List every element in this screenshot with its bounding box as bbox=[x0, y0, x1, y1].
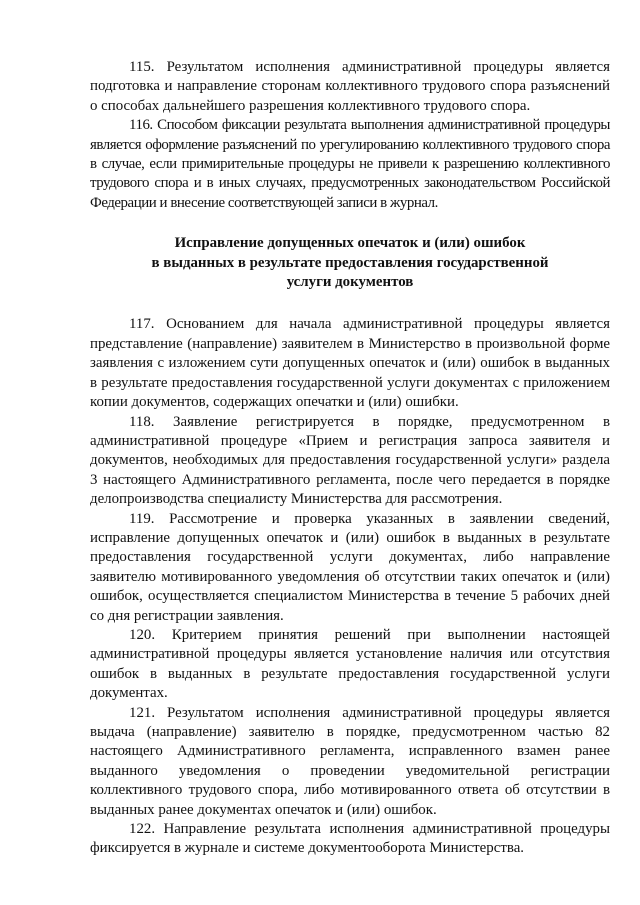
section-heading-line-2: в выданных в результате предоставления государственной bbox=[151, 254, 549, 271]
paragraph-121: 121. Результатом исполнения административной процедуры является выдача (направление) заявителю в порядке, предусмотренном частью 82 настоящего Административного регламента, исправленного взамен ранее выданного уведомления о проведении уведомительной регистрации коллективного трудового спора, либо мотивированного ответа об отсутствии в выданных ранее документах опечаток и (или) ошибок. bbox=[90, 704, 610, 818]
paragraph-117: 117. Основанием для начала административной процедуры является представление (направление) заявителем в Министерство в произвольной форме заявления с изложением сути допущенных опечаток и (или) ошибок в выданных в результате предоставления государственной услуги документах с приложением копии документов, содержащих опечатки и (или) ошибки. bbox=[90, 316, 610, 411]
section-heading-line-3: услуги документов bbox=[286, 274, 414, 291]
section-heading bbox=[90, 234, 610, 292]
paragraph-122: 122. Направление результата исполнения административной процедуры фиксируется в журнале и системе документооборота Министерства. bbox=[90, 821, 610, 857]
document-page bbox=[90, 58, 610, 859]
paragraph-116: 116. Способом фиксации результата выполнения административной процедуры является оформление разъяснений по урегулированию коллективного трудового спора в случае, если примирительные процедуры не привели к разрешению коллективного трудового спора и в иных случаях, предусмотренных законодательством Российской Федерации и внесение соответствующей записи в журнал. bbox=[90, 117, 610, 211]
paragraph-120: 120. Критерием принятия решений при выполнении настоящей административной процедуры является установление наличия или отсутствия ошибок в выданных в результате предоставления государственной услуги документах. bbox=[90, 626, 610, 702]
paragraph-118: 118. Заявление регистрируется в порядке, предусмотренном в административной процедуре «Прием и регистрация запроса заявителя и документов, необходимых для предоставления государственной услуги» раздела 3 настоящего Административного регламента, после чего передается в порядке делопроизводства специалисту Министерства для рассмотрения. bbox=[90, 413, 610, 508]
paragraph-115: 115. Результатом исполнения административной процедуры является подготовка и направление сторонам коллективного трудового спора разъяснений о способах дальнейшего разрешения коллективного трудового спора. bbox=[90, 59, 610, 114]
section-heading-line-1: Исправление допущенных опечаток и (или) ошибок bbox=[174, 235, 526, 252]
paragraph-119: 119. Рассмотрение и проверка указанных в заявлении сведений, исправление допущенных опечаток и (или) ошибок в выданных в результате предоставления государственной услуги документах, либо направление заявителю мотивированного уведомления об отсутствии таких опечаток и (или) ошибок, осуществляется специалистом Министерства в течение 5 рабочих дней со дня регистрации заявления. bbox=[90, 510, 610, 624]
